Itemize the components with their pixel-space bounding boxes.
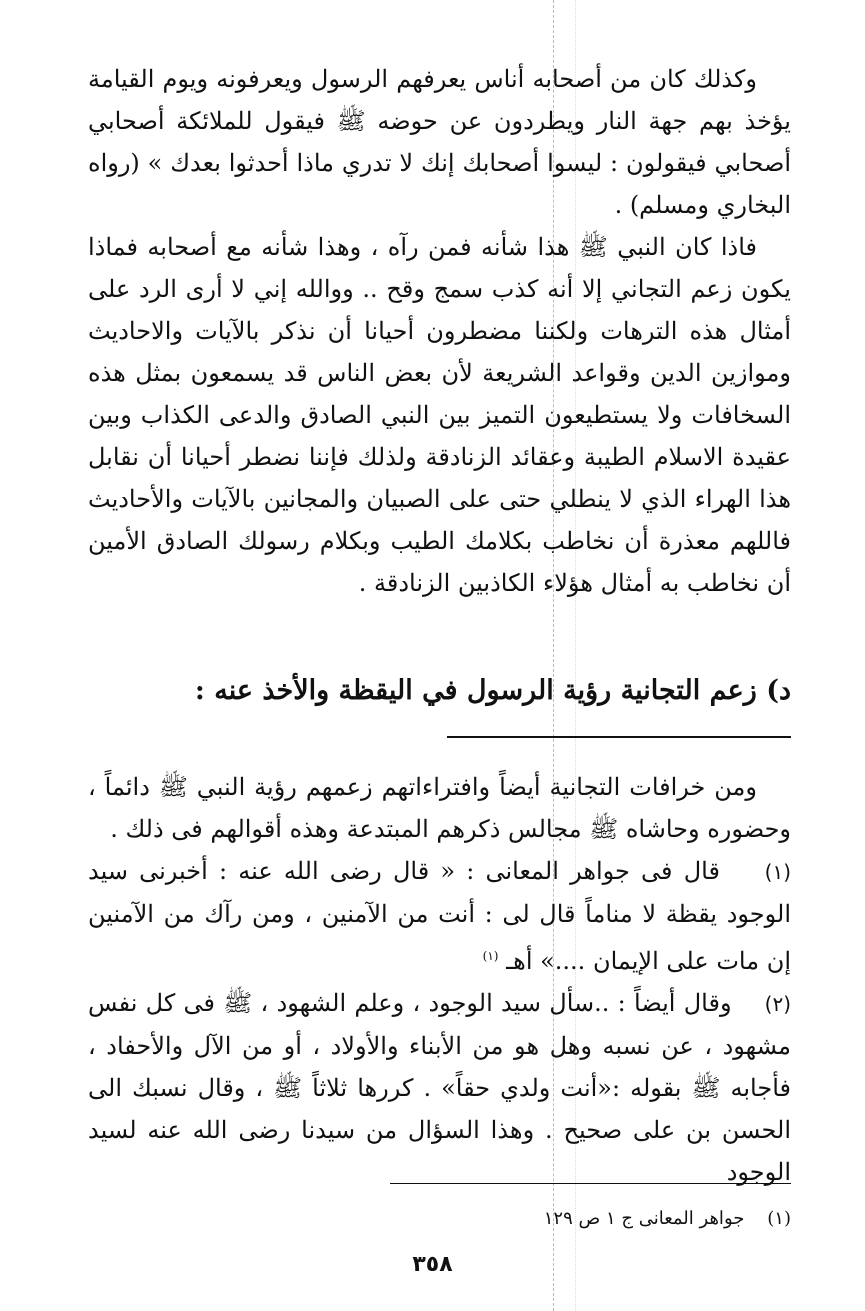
item-number: (٢) <box>764 992 792 1016</box>
section-a <box>88 58 791 604</box>
quote-item-2 <box>88 982 791 1193</box>
section-heading-wrap <box>88 671 791 711</box>
section-heading: د) زعم التجانية رؤية الرسول في اليقظة والأخذ عنه : <box>194 675 791 706</box>
footnote-ref: (١) <box>482 949 499 963</box>
page-number: ٣٥٨ <box>412 1252 453 1277</box>
section-b <box>88 766 791 1193</box>
paragraph-refutation: فاذا كان النبي ﷺ هذا شأنه فمن رآه ، وهذا شأنه مع أصحابه فماذا يكون زعم التجاني إلا أنه كذب سمج وقح .. ووالله إني لا أرى الرد على أمثال هذه الترهات ولكننا مضطرون أحيانا أن نذكر بالآيات والاحاديث وموازين الدين وقواعد الشريعة لأن بعض الناس قد يسمعون بمثل هذه السخافات ولا يستطيعون التميز بين النبي الصادق والدعى الكذاب وبين عقيدة الاسلام الطيبة وعقائد الزنادقة ولذلك فإننا نضطر أحيانا أن نقابل هذا الهراء الذي لا ينطلي حتى على الصبيان والمجانين بالآيات والأحاديث فاللهم معذرة أن نخاطب بكلامك الطيب وبكلام رسولك الصادق الأمين أن نخاطب به أمثال هؤلاء الكاذبين الزنادقة . <box>88 233 791 597</box>
paragraph-hadith: وكذلك كان من أصحابه أناس يعرفهم الرسول ويعرفونه ويوم القيامة يؤخذ بهم جهة النار ويطردون عن حوضه ﷺ فيقول للملائكة أصحابي أصحابي فيقولون : ليسوا أصحابك إنك لا تدري ماذا أحدثوا بعدك » (رواه البخاري ومسلم) . <box>88 65 791 219</box>
quote-item-1 <box>88 850 791 982</box>
footnote-number: (١) <box>767 1208 791 1229</box>
item-text: وقال أيضاً : ..سأل سيد الوجود ، وعلم الشهود ، ﷺ فى كل نفس مشهود ، عن نسبه وهل هو من الأبناء والأولاد ، أو من الآل والأحفاد ، فأجابه ﷺ بقوله :«أنت ولدي حقاً» . كررها ثلاثاً ﷺ ، وقال نسبك الى الحسن بن على صحيح . وهذا السؤال من سيدنا رضى الله عنه لسيد الوجود <box>88 989 791 1186</box>
footnote <box>400 1205 791 1233</box>
item-number: (١) <box>764 860 791 884</box>
footnote-rule <box>390 1183 791 1184</box>
item-text: قال فى جواهر المعانى : « قال رضى الله عنه : أخبرنى سيد الوجود يقظة لا مناماً قال لى : أنت من الآمنين ، ومن رآك من الآمنين إن مات على الإيمان ....» أهـ <box>88 857 791 975</box>
paragraph-intro: ومن خرافات التجانية أيضاً وافتراءاتهم زعمهم رؤية النبي ﷺ دائماً ، وحضوره وحاشاه ﷺ مجالس ذكرهم المبتدعة وهذه أقوالهم فى ذلك . <box>88 773 791 843</box>
footnote-text: جواهر المعانى ج ١ ص ١٢٩ <box>543 1208 745 1229</box>
heading-rule <box>447 736 791 738</box>
